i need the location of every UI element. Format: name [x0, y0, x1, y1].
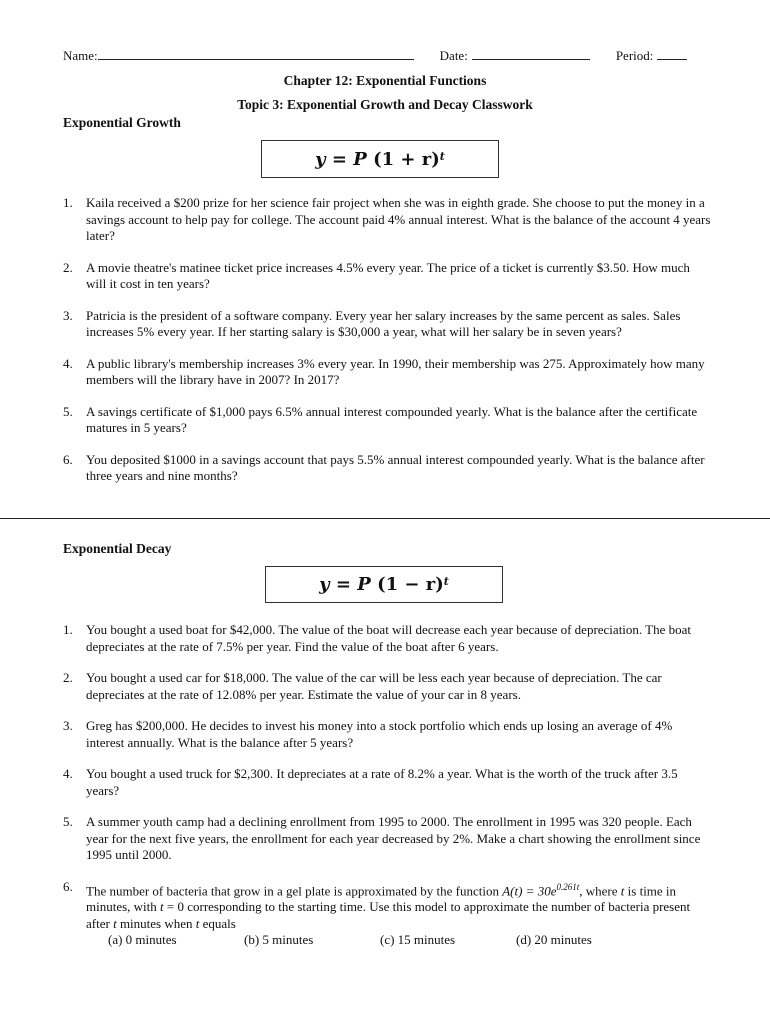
question-text	[86, 879, 713, 933]
question-text: Greg has $200,000. He decides to invest his money into a stock portfolio which ends up losing an average of 4% interest annually. What is the balance after 5 years?	[86, 718, 673, 750]
formula-eq: =	[331, 148, 347, 170]
q6-function-exponent: 0.261t	[556, 881, 580, 892]
question-number: 3.	[63, 307, 73, 323]
growth-formula	[261, 140, 499, 178]
formula-exponent: t	[439, 149, 445, 163]
question-number: 5.	[63, 814, 73, 829]
q6-variable: t	[160, 899, 164, 915]
question-number: 2.	[63, 670, 73, 685]
question-number: 6.	[63, 451, 73, 467]
q6-text-part: minutes when	[116, 915, 196, 931]
decay-question	[63, 622, 713, 655]
question-text: You bought a used car for $18,000. The value of the car will be less each year because of depreciation. The car depreciates at the rate of 12.08% per year. Estimate the value of your car in 8 years.	[86, 670, 662, 702]
question-number: 5.	[63, 403, 73, 419]
formula-y: y	[319, 574, 330, 595]
topic-title: Topic 3: Exponential Growth and Decay Classwork	[237, 97, 533, 112]
subpart-c: (c) 15 minutes	[380, 932, 456, 948]
question-text: You bought a used truck for $2,300. It depreciates at a rate of 8.2% a year. What is the worth of the truck after 3.5 years?	[86, 766, 678, 798]
question-text: A movie theatre's matinee ticket price increases 4.5% every year. The price of a ticket is currently $3.50. How much will it cost in ten years?	[86, 259, 690, 291]
question-text: A summer youth camp had a declining enrollment from 1995 to 2000. The enrollment in 1995 was 320 people. Each year for the next five years, the enrollment for each year decreased by 2%. Make a chart showing the enrollment since 1995 until 2000.	[86, 814, 701, 862]
growth-question	[63, 260, 713, 293]
formula-y: y	[315, 148, 326, 170]
decay-formula	[265, 566, 503, 603]
formula-body: (1 − r)	[377, 574, 444, 595]
growth-question	[63, 404, 713, 437]
growth-question	[63, 308, 713, 341]
question-number: 1.	[63, 195, 73, 210]
subpart-a: (a) 0 minutes	[108, 932, 177, 948]
formula-p: P	[353, 148, 367, 170]
q6-variable: t	[113, 915, 117, 931]
q6-variable: t	[195, 915, 200, 931]
decay-question	[63, 766, 713, 799]
q6-text-part: is time in minutes, with	[86, 882, 677, 915]
decay-question	[63, 718, 713, 751]
q6-function: A(t) = 30e	[502, 882, 557, 898]
period-label: Period:	[615, 48, 654, 63]
decay-question-list	[63, 622, 713, 948]
growth-question	[63, 452, 713, 485]
q6-subparts	[108, 932, 713, 948]
growth-question	[63, 195, 713, 245]
question-number: 2.	[63, 259, 73, 275]
question-number: 1.	[63, 622, 73, 637]
question-number: 6.	[63, 878, 73, 894]
formula-eq: =	[335, 574, 351, 595]
decay-heading: Exponential Decay	[63, 541, 172, 556]
growth-question-list	[63, 195, 713, 500]
chapter-title: Chapter 12: Exponential Functions	[283, 73, 487, 88]
section-divider	[0, 518, 770, 519]
question-text: Kaila received a $200 prize for her science fair project when she was in eighth grade. She choose to put the money in a savings account to help pay for college. The account paid 4% annual interest. What is the balance of the account 4 years later?	[86, 195, 711, 243]
name-label: Name:	[63, 48, 98, 63]
question-text: Patricia is the president of a software company. Every year her salary increases by the same percent as sales. Sales increases 5% every year. If her starting salary is $30,000 a year, what will her salary be in seven years?	[86, 307, 681, 339]
question-text: A savings certificate of $1,000 pays 6.5% annual interest compounded yearly. What is the balance after the certificate matures in 5 years?	[86, 403, 698, 435]
date-label: Date:	[439, 48, 468, 63]
question-number: 4.	[63, 766, 73, 781]
header-row	[63, 47, 702, 64]
question-number: 3.	[63, 718, 73, 733]
question-number: 4.	[63, 355, 73, 371]
decay-question	[63, 814, 713, 864]
name-field[interactable]	[98, 47, 414, 60]
growth-question	[63, 356, 713, 389]
subpart-b: (b) 5 minutes	[244, 932, 314, 948]
formula-body: (1 + r)	[373, 148, 440, 170]
q6-text-part: The number of bacteria that grow in a gel plate is approximated by the function	[86, 882, 503, 898]
q6-text-part: = 0 corresponding to the starting time. Use this model to approximate the number of bacteria present after	[86, 899, 691, 931]
decay-question	[63, 670, 713, 703]
date-field[interactable]	[472, 47, 590, 60]
formula-p: P	[357, 574, 371, 595]
question-text: You bought a used boat for $42,000. The value of the boat will decrease each year because of depreciation. The boat depreciates at the rate of 7.5% per year. Find the value of the boat after 6 years.	[86, 622, 692, 654]
q6-text-part: , where	[579, 882, 621, 898]
question-text: You deposited $1000 in a savings account that pays 5.5% annual interest compounded yearly. What is the balance after three years and nine months?	[86, 451, 705, 483]
subpart-d: (d) 20 minutes	[516, 932, 592, 948]
period-field[interactable]	[657, 47, 687, 60]
decay-question	[63, 879, 713, 933]
q6-text-part: equals	[199, 915, 236, 931]
question-text: A public library's membership increases 3% every year. In 1990, their membership was 275. Approximately how many members will the library have in 2007? In 2017?	[86, 355, 705, 387]
formula-exponent: t	[443, 575, 449, 588]
q6-variable: t	[620, 882, 625, 898]
growth-heading: Exponential Growth	[63, 115, 181, 130]
